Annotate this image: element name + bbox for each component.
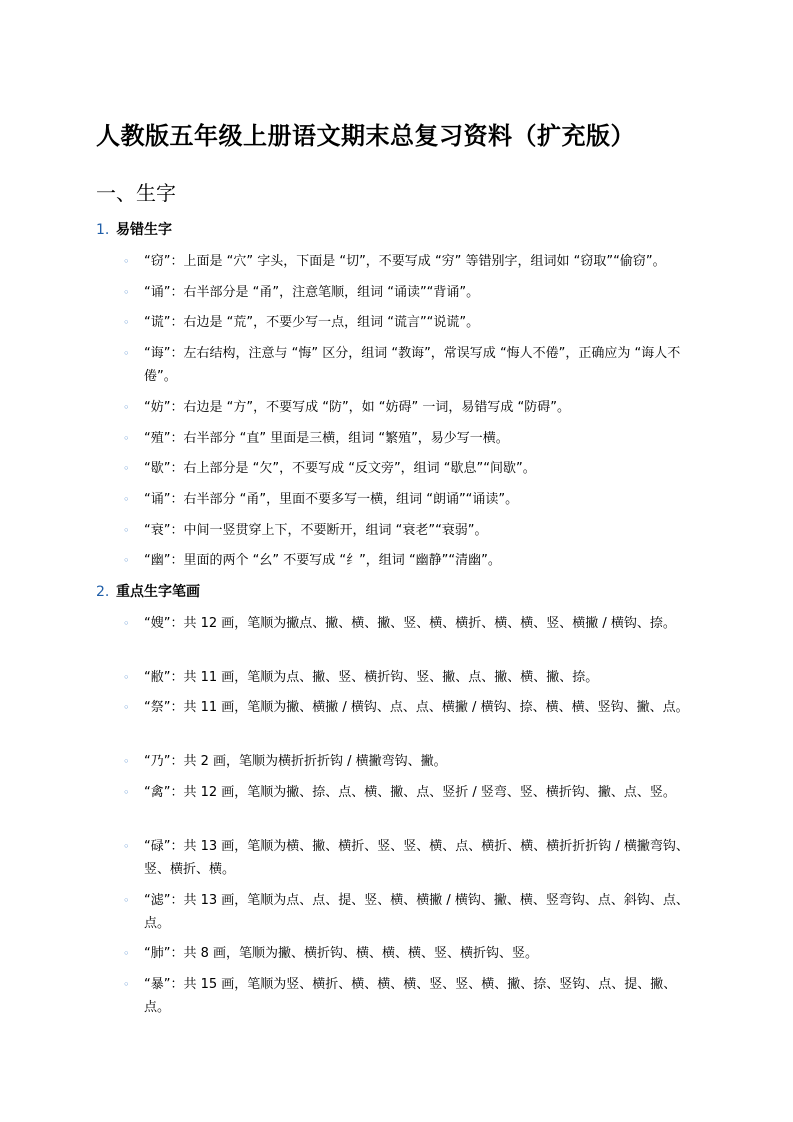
group-title: 重点生字笔画 <box>116 584 200 600</box>
bullet-icon: ◦ <box>123 947 130 960</box>
list-item-text: “肺”：共 8 画，笔顺为撇、横折钩、横、横、横、竖、横折钩、竖。 <box>144 946 539 961</box>
list-item <box>123 396 698 419</box>
bullet-icon: ◦ <box>123 493 130 506</box>
list-item-text: “诵”：右半部分 “甬”，里面不要多写一横，组词 “朗诵”“诵读”。 <box>144 492 519 507</box>
list-item <box>123 250 698 273</box>
bullet-icon: ◦ <box>123 316 130 329</box>
list-item <box>123 781 698 804</box>
list-item <box>123 519 698 542</box>
list-item-text: “敝”：共 11 画，笔顺为点、撇、竖、横折钩、竖、撇、点、撇、横、撇、捺。 <box>144 670 599 685</box>
list-item <box>123 457 698 480</box>
list-item <box>123 750 698 773</box>
list-item-text: “诲”：左右结构，注意与 “悔” 区分，组词 “教诲”，常误写成 “悔人不倦”，正确应为 “诲人不倦”。 <box>144 346 681 384</box>
bullet-icon: ◦ <box>123 554 130 567</box>
bullet-icon: ◦ <box>123 617 130 630</box>
bullet-icon: ◦ <box>123 786 130 799</box>
list-item <box>123 889 698 935</box>
bullet-icon: ◦ <box>123 755 130 768</box>
list-item <box>123 427 698 450</box>
group-heading-easy-mistakes <box>96 220 172 240</box>
list-item <box>123 342 698 388</box>
group-number: 1. <box>96 222 110 238</box>
list-item-text: “窃”：上面是 “穴” 字头，下面是 “切”，不要写成 “穷” 等错别字，组词如 “窃取”“偷窃”。 <box>144 254 666 269</box>
list-item <box>123 281 698 304</box>
list-item <box>123 549 698 572</box>
list-item <box>123 488 698 511</box>
list-item <box>123 311 698 334</box>
list-item-text: “诵”：右半部分是 “甬”，注意笔顺，组词 “诵读”“背诵”。 <box>144 285 480 300</box>
list-item <box>123 666 698 689</box>
bullet-icon: ◦ <box>123 286 130 299</box>
list-item-text: “衰”：中间一竖贯穿上下，不要断开，组词 “衰老”“衰弱”。 <box>144 523 488 538</box>
bullet-icon: ◦ <box>123 701 130 714</box>
list-item-text: “嫂”：共 12 画，笔顺为撇点、撇、横、撇、竖、横、横折、横、横、竖、横撇 / 横钩、捺。 <box>144 616 676 631</box>
list-item <box>123 612 698 635</box>
list-item <box>123 696 698 719</box>
list-item <box>123 973 698 1019</box>
bullet-icon: ◦ <box>123 840 130 853</box>
bullet-icon: ◦ <box>123 462 130 475</box>
group-heading-stroke-order <box>96 582 200 602</box>
bullet-icon: ◦ <box>123 401 130 414</box>
bullet-icon: ◦ <box>123 524 130 537</box>
bullet-icon: ◦ <box>123 671 130 684</box>
list-item-text: “暴”：共 15 画，笔顺为竖、横折、横、横、横、竖、竖、横、撇、捺、竖钩、点、提、撇、点。 <box>144 977 677 1015</box>
list-item-text: “殖”：右半部分 “直” 里面是三横，组词 “繁殖”，易少写一横。 <box>144 431 509 446</box>
section-heading: 一、生字 <box>96 181 176 205</box>
list-item-text: “幽”：里面的两个 “幺” 不要写成 “纟”，组词 “幽静”“清幽”。 <box>144 553 501 568</box>
bullet-icon: ◦ <box>123 347 130 360</box>
group-title: 易错生字 <box>116 222 172 238</box>
group-number: 2. <box>96 584 110 600</box>
list-item-text: “碌”：共 13 画，笔顺为横、撇、横折、竖、竖、横、点、横折、横、横折折折钩 / 横撇弯钩、竖、横折、横。 <box>144 839 689 877</box>
list-item-text: “妨”：右边是 “方”，不要写成 “防”，如 “妨碍” 一词，易错写成 “防碍”。 <box>144 400 571 415</box>
list-item <box>123 835 698 881</box>
bullet-icon: ◦ <box>123 432 130 445</box>
list-item-text: “禽”：共 12 画，笔顺为撇、捺、点、横、撇、点、竖折 / 竖弯、竖、横折钩、撇、点、竖。 <box>144 785 676 800</box>
document-title: 人教版五年级上册语文期末总复习资料（扩充版） <box>96 121 635 150</box>
list-item-text: “滤”：共 13 画，笔顺为点、点、提、竖、横、横撇 / 横钩、撇、横、竖弯钩、点、斜钩、点、点。 <box>144 893 689 931</box>
list-item <box>123 942 698 965</box>
bullet-icon: ◦ <box>123 978 130 991</box>
bullet-icon: ◦ <box>123 894 130 907</box>
list-item-text: “乃”：共 2 画，笔顺为横折折折钩 / 横撇弯钩、撇。 <box>144 754 447 769</box>
list-item-text: “谎”：右边是 “荒”，不要少写一点，组词 “谎言”“说谎”。 <box>144 315 480 330</box>
list-item-text: “祭”：共 11 画，笔顺为撇、横撇 / 横钩、点、点、横撇 / 横钩、捺、横、横、竖钩、撇、点。 <box>144 700 689 715</box>
bullet-icon: ◦ <box>123 255 130 268</box>
list-item-text: “歇”：右上部分是 “欠”，不要写成 “反文旁”，组词 “歇息”“间歇”。 <box>144 461 536 476</box>
